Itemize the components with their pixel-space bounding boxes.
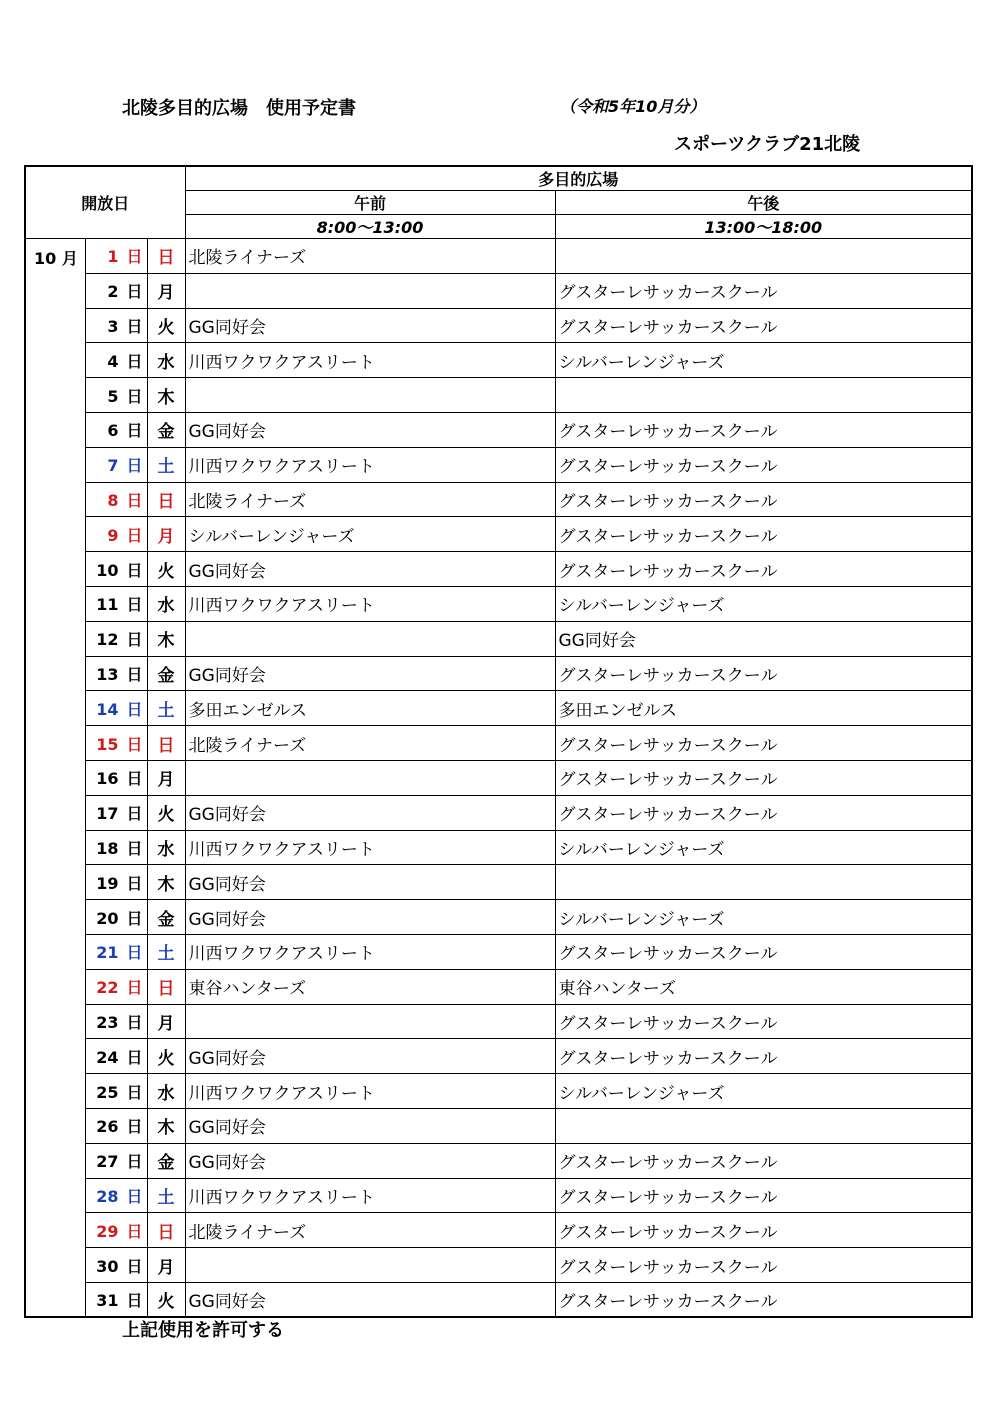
day-suffix: 日 [126, 282, 143, 302]
day-suffix: 日 [126, 595, 143, 615]
day-of-week: 水 [147, 586, 185, 621]
am-booking: 川西ワクワクアスリート [185, 1178, 555, 1213]
day-suffix: 日 [126, 490, 143, 510]
am-booking: GG同好会 [185, 1108, 555, 1143]
schedule-row [25, 969, 972, 1004]
day-number-value: 18 [96, 838, 119, 858]
day-number [85, 1108, 147, 1143]
pm-booking: グスターレサッカースクール [555, 447, 972, 482]
day-number [85, 1282, 147, 1317]
day-suffix: 日 [126, 1186, 143, 1206]
day-suffix: 日 [126, 1012, 143, 1032]
pm-booking: グスターレサッカースクール [555, 726, 972, 761]
day-number-value: 25 [96, 1082, 119, 1102]
day-number [85, 378, 147, 413]
day-suffix: 日 [126, 1152, 143, 1172]
schedule-row [25, 1004, 972, 1039]
day-number [85, 726, 147, 761]
pm-booking: シルバーレンジャーズ [555, 900, 972, 935]
day-number-value: 19 [96, 873, 119, 893]
day-of-week: 土 [147, 1178, 185, 1213]
day-suffix: 日 [126, 1256, 143, 1276]
schedule-row [25, 412, 972, 447]
am-booking: 北陵ライナーズ [185, 726, 555, 761]
am-booking: GG同好会 [185, 412, 555, 447]
day-number [85, 1143, 147, 1178]
day-suffix: 日 [126, 1117, 143, 1137]
day-number [85, 656, 147, 691]
pm-booking: グスターレサッカースクール [555, 1143, 972, 1178]
schedule-row [25, 726, 972, 761]
day-number [85, 865, 147, 900]
day-number [85, 621, 147, 656]
schedule-row [25, 691, 972, 726]
day-of-week: 火 [147, 552, 185, 587]
header-am-time: 8:00～13:00 [185, 215, 555, 239]
header-pm-time: 13:00～18:00 [555, 215, 972, 239]
schedule-row [25, 482, 972, 517]
day-suffix: 日 [126, 769, 143, 789]
day-number [85, 447, 147, 482]
day-of-week: 日 [147, 1213, 185, 1248]
day-number [85, 517, 147, 552]
day-of-week: 木 [147, 378, 185, 413]
schedule-row [25, 1178, 972, 1213]
day-suffix: 日 [126, 838, 143, 858]
day-number-value: 1 [107, 247, 119, 267]
day-number-value: 3 [107, 316, 119, 336]
day-number-value: 20 [96, 908, 119, 928]
am-booking: 北陵ライナーズ [185, 239, 555, 274]
day-suffix: 日 [126, 351, 143, 371]
schedule-row [25, 1282, 972, 1317]
day-number-value: 15 [96, 734, 119, 754]
am-booking: 川西ワクワクアスリート [185, 343, 555, 378]
day-suffix: 日 [126, 386, 143, 406]
schedule-row [25, 1143, 972, 1178]
month-label: 10 月 [25, 239, 85, 1318]
day-number [85, 308, 147, 343]
day-suffix: 日 [126, 908, 143, 928]
schedule-row [25, 934, 972, 969]
day-number-value: 24 [96, 1047, 119, 1067]
pm-booking: シルバーレンジャーズ [555, 830, 972, 865]
day-of-week: 火 [147, 795, 185, 830]
day-number-value: 29 [96, 1221, 119, 1241]
pm-booking: シルバーレンジャーズ [555, 1074, 972, 1109]
document-period: （令和5年10月分） [560, 97, 706, 116]
schedule-row [25, 586, 972, 621]
day-suffix: 日 [126, 560, 143, 580]
day-of-week: 水 [147, 1074, 185, 1109]
day-number-value: 8 [107, 490, 119, 510]
am-booking: GG同好会 [185, 656, 555, 691]
day-of-week: 木 [147, 1108, 185, 1143]
day-number [85, 900, 147, 935]
day-of-week: 水 [147, 830, 185, 865]
pm-booking: グスターレサッカースクール [555, 273, 972, 308]
day-number [85, 830, 147, 865]
schedule-row [25, 308, 972, 343]
schedule-row [25, 1108, 972, 1143]
schedule-row [25, 447, 972, 482]
day-suffix: 日 [126, 943, 143, 963]
day-number [85, 1248, 147, 1283]
pm-booking: グスターレサッカースクール [555, 308, 972, 343]
day-number-value: 9 [107, 525, 119, 545]
pm-booking: グスターレサッカースクール [555, 552, 972, 587]
day-number-value: 23 [96, 1012, 119, 1032]
pm-booking: グスターレサッカースクール [555, 1004, 972, 1039]
pm-booking: シルバーレンジャーズ [555, 586, 972, 621]
day-number-value: 16 [96, 769, 119, 789]
am-booking: GG同好会 [185, 1039, 555, 1074]
am-booking: GG同好会 [185, 1282, 555, 1317]
day-number-value: 27 [96, 1152, 119, 1172]
day-number [85, 691, 147, 726]
am-booking: 川西ワクワクアスリート [185, 830, 555, 865]
day-of-week: 火 [147, 1039, 185, 1074]
schedule-row [25, 1074, 972, 1109]
schedule-row [25, 273, 972, 308]
day-number [85, 760, 147, 795]
day-number-value: 28 [96, 1186, 119, 1206]
am-booking [185, 621, 555, 656]
day-number-value: 6 [107, 421, 119, 441]
day-suffix: 日 [126, 316, 143, 336]
day-of-week: 木 [147, 621, 185, 656]
header-am: 午前 [185, 191, 555, 215]
pm-booking: 多田エンゼルス [555, 691, 972, 726]
schedule-row [25, 1213, 972, 1248]
day-suffix: 日 [126, 247, 143, 267]
am-booking: 川西ワクワクアスリート [185, 447, 555, 482]
day-of-week: 月 [147, 273, 185, 308]
am-booking: 北陵ライナーズ [185, 482, 555, 517]
header-facility: 多目的広場 [185, 166, 972, 191]
day-suffix: 日 [126, 456, 143, 476]
am-booking [185, 1004, 555, 1039]
pm-booking: グスターレサッカースクール [555, 482, 972, 517]
day-number [85, 552, 147, 587]
am-booking: GG同好会 [185, 308, 555, 343]
day-of-week: 日 [147, 726, 185, 761]
day-of-week: 金 [147, 656, 185, 691]
pm-booking: グスターレサッカースクール [555, 1282, 972, 1317]
pm-booking: グスターレサッカースクール [555, 656, 972, 691]
day-suffix: 日 [126, 1221, 143, 1241]
day-of-week: 月 [147, 1004, 185, 1039]
am-booking: 川西ワクワクアスリート [185, 1074, 555, 1109]
pm-booking: グスターレサッカースクール [555, 934, 972, 969]
document-title: 北陵多目的広場 使用予定書 [122, 98, 356, 119]
am-booking [185, 1248, 555, 1283]
day-suffix: 日 [126, 804, 143, 824]
day-number-value: 5 [107, 386, 119, 406]
pm-booking [555, 239, 972, 274]
am-booking [185, 378, 555, 413]
day-suffix: 日 [126, 630, 143, 650]
day-number-value: 4 [107, 351, 119, 371]
day-of-week: 土 [147, 691, 185, 726]
pm-booking: グスターレサッカースクール [555, 1248, 972, 1283]
day-suffix: 日 [126, 734, 143, 754]
am-booking: GG同好会 [185, 865, 555, 900]
am-booking [185, 273, 555, 308]
day-number-value: 2 [107, 282, 119, 302]
day-suffix: 日 [126, 699, 143, 719]
day-of-week: 土 [147, 934, 185, 969]
am-booking: GG同好会 [185, 552, 555, 587]
day-of-week: 木 [147, 865, 185, 900]
day-suffix: 日 [126, 873, 143, 893]
day-number [85, 482, 147, 517]
approval-note: 上記使用を許可する [122, 1320, 284, 1341]
day-number-value: 31 [96, 1291, 119, 1311]
day-of-week: 月 [147, 1248, 185, 1283]
schedule-row [25, 865, 972, 900]
am-booking: 川西ワクワクアスリート [185, 586, 555, 621]
day-number [85, 586, 147, 621]
am-booking [185, 760, 555, 795]
am-booking: 川西ワクワクアスリート [185, 934, 555, 969]
schedule-row [25, 621, 972, 656]
day-of-week: 日 [147, 969, 185, 1004]
day-suffix: 日 [126, 421, 143, 441]
day-number-value: 10 [96, 560, 119, 580]
pm-booking: GG同好会 [555, 621, 972, 656]
day-number [85, 969, 147, 1004]
am-booking: GG同好会 [185, 795, 555, 830]
day-number-value: 17 [96, 804, 119, 824]
day-number [85, 1213, 147, 1248]
day-number-value: 11 [96, 595, 119, 615]
day-number-value: 12 [96, 630, 119, 650]
pm-booking: グスターレサッカースクール [555, 760, 972, 795]
pm-booking: グスターレサッカースクール [555, 412, 972, 447]
day-number-value: 7 [107, 456, 119, 476]
schedule-row [25, 900, 972, 935]
day-number-value: 21 [96, 943, 119, 963]
header-pm: 午後 [555, 191, 972, 215]
pm-booking [555, 865, 972, 900]
day-of-week: 火 [147, 1282, 185, 1317]
day-number [85, 273, 147, 308]
pm-booking [555, 378, 972, 413]
day-number [85, 239, 147, 274]
day-suffix: 日 [126, 1082, 143, 1102]
pm-booking: グスターレサッカースクール [555, 1213, 972, 1248]
day-number-value: 30 [96, 1256, 119, 1276]
pm-booking [555, 1108, 972, 1143]
am-booking: 多田エンゼルス [185, 691, 555, 726]
day-number-value: 13 [96, 664, 119, 684]
day-number [85, 343, 147, 378]
day-suffix: 日 [126, 978, 143, 998]
schedule-row [25, 552, 972, 587]
am-booking: 東谷ハンターズ [185, 969, 555, 1004]
day-number-value: 14 [96, 699, 119, 719]
day-number-value: 26 [96, 1117, 119, 1137]
schedule-row [25, 795, 972, 830]
schedule-row [25, 239, 972, 274]
day-suffix: 日 [126, 525, 143, 545]
day-of-week: 月 [147, 517, 185, 552]
day-number [85, 1039, 147, 1074]
day-suffix: 日 [126, 1291, 143, 1311]
day-number [85, 1178, 147, 1213]
pm-booking: グスターレサッカースクール [555, 1178, 972, 1213]
schedule-table [24, 165, 973, 1318]
day-of-week: 水 [147, 343, 185, 378]
pm-booking: シルバーレンジャーズ [555, 343, 972, 378]
am-booking: GG同好会 [185, 900, 555, 935]
pm-booking: グスターレサッカースクール [555, 1039, 972, 1074]
day-suffix: 日 [126, 1047, 143, 1067]
day-of-week: 金 [147, 412, 185, 447]
am-booking: シルバーレンジャーズ [185, 517, 555, 552]
header-open-day: 開放日 [25, 166, 185, 239]
schedule-row [25, 343, 972, 378]
am-booking: 北陵ライナーズ [185, 1213, 555, 1248]
day-number [85, 934, 147, 969]
day-of-week: 日 [147, 482, 185, 517]
day-of-week: 火 [147, 308, 185, 343]
schedule-row [25, 760, 972, 795]
day-of-week: 月 [147, 760, 185, 795]
day-suffix: 日 [126, 664, 143, 684]
schedule-row [25, 378, 972, 413]
schedule-row [25, 1248, 972, 1283]
day-number [85, 1004, 147, 1039]
day-number-value: 22 [96, 978, 119, 998]
am-booking: GG同好会 [185, 1143, 555, 1178]
organization-name: スポーツクラブ21北陵 [674, 134, 861, 155]
day-of-week: 金 [147, 900, 185, 935]
day-number [85, 412, 147, 447]
schedule-row [25, 830, 972, 865]
schedule-row [25, 517, 972, 552]
day-of-week: 土 [147, 447, 185, 482]
day-of-week: 金 [147, 1143, 185, 1178]
pm-booking: グスターレサッカースクール [555, 795, 972, 830]
schedule-row [25, 1039, 972, 1074]
schedule-row [25, 656, 972, 691]
day-number [85, 795, 147, 830]
pm-booking: グスターレサッカースクール [555, 517, 972, 552]
day-of-week: 日 [147, 239, 185, 274]
day-number [85, 1074, 147, 1109]
pm-booking: 東谷ハンターズ [555, 969, 972, 1004]
